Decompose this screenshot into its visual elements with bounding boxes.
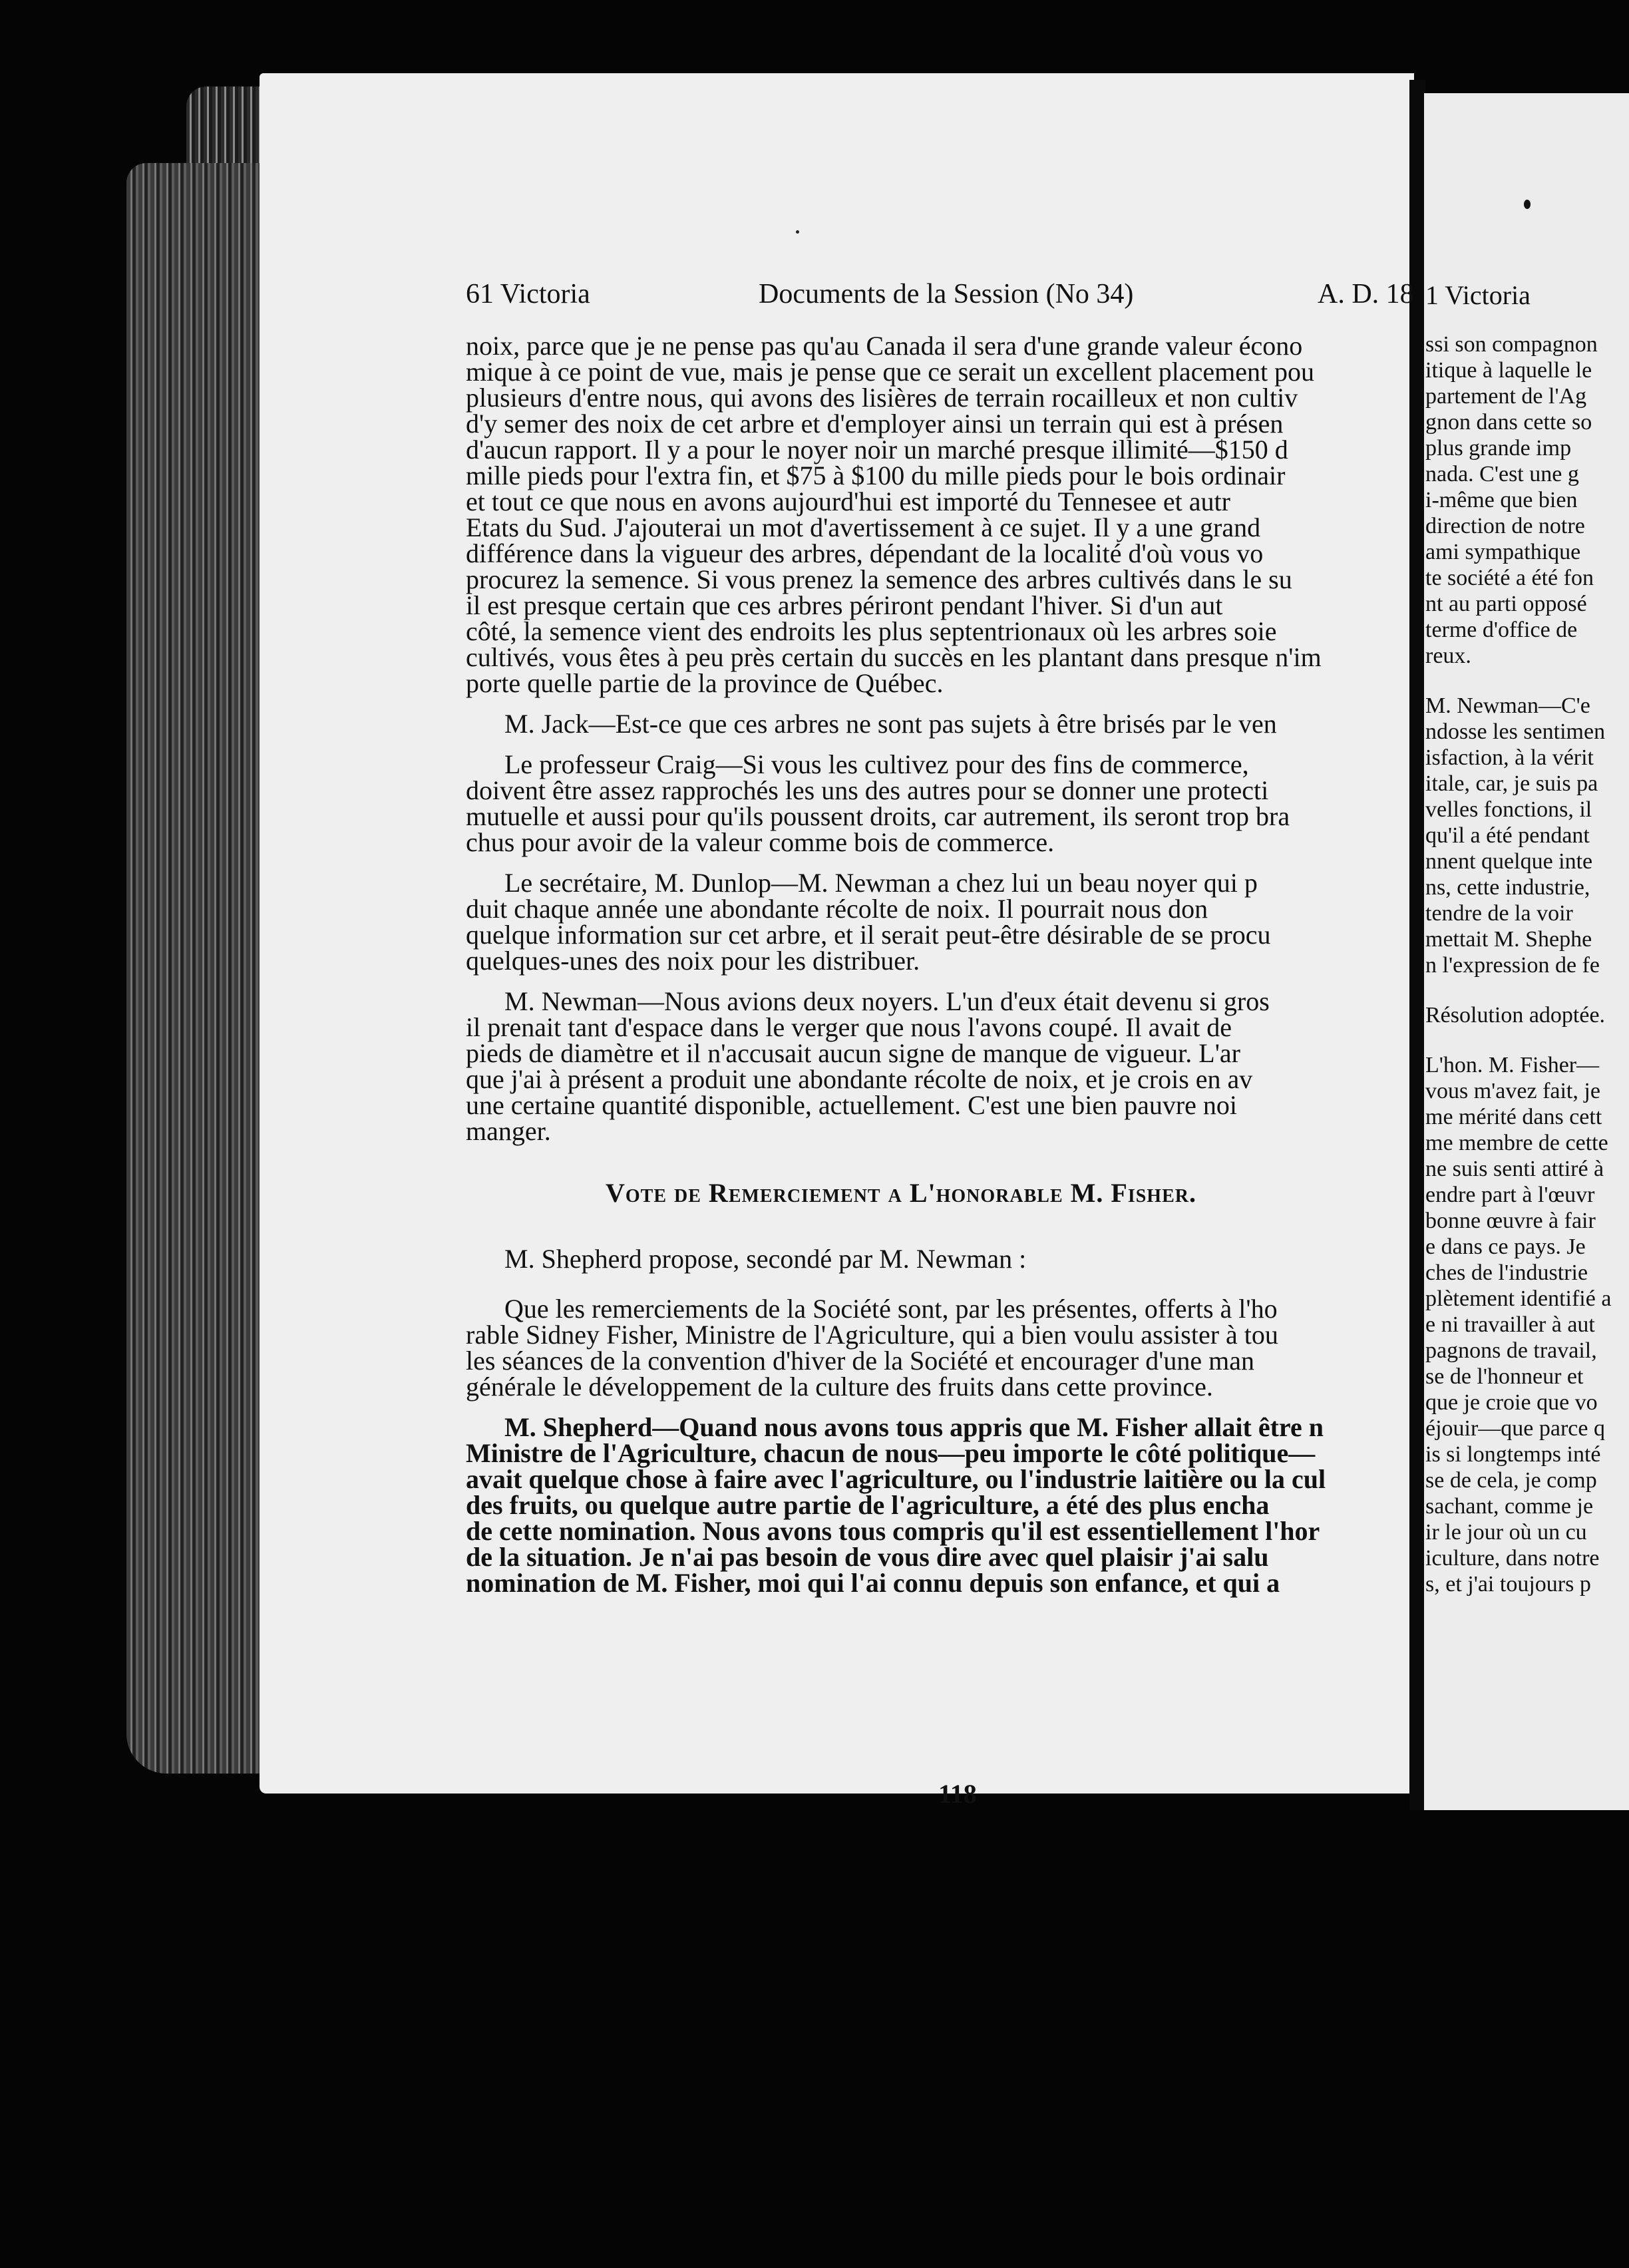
right-page-header: 1 Victoria <box>1425 280 1531 310</box>
text-line: Etats du Sud. J'ajouterai un mot d'avertissement à ce sujet. Il y a une grand <box>466 512 1261 542</box>
right-page-line: bonne œuvre à fair <box>1425 1209 1596 1233</box>
text-line: pieds de diamètre et il n'accusait aucun signe de manque de vigueur. L'ar <box>466 1038 1240 1068</box>
left-page-body <box>466 333 1409 1764</box>
right-page-line: endre part à l'œuvr <box>1425 1183 1595 1207</box>
right-page-line: itique à laquelle le <box>1425 358 1592 383</box>
running-header-year: A. D. 18 <box>1318 279 1414 309</box>
right-page-line: n l'expression de fe <box>1425 953 1600 978</box>
line-gap <box>1425 1028 1629 1052</box>
text-line: nomination de M. Fisher, moi qui l'ai connu depuis son enfance, et qui a <box>466 1568 1280 1598</box>
right-page-line: tendre de la voir <box>1425 901 1573 926</box>
text-line: procurez la semence. Si vous prenez la semence des arbres cultivés dans le su <box>466 564 1292 594</box>
right-page-line: qu'il a été pendant <box>1425 823 1590 848</box>
right-page-line: se de l'honneur et <box>1425 1364 1584 1389</box>
page-number: 118 <box>938 1779 977 1809</box>
text-line: M. Shepherd—Quand nous avons tous appris que M. Fisher allait être n <box>504 1412 1324 1442</box>
right-page-line: e ni travailler à aut <box>1425 1312 1595 1337</box>
text-line: M. Shepherd propose, secondé par M. Newman : <box>504 1244 1027 1274</box>
right-page-line: direction de notre <box>1425 514 1585 538</box>
right-page-line: ches de l'industrie <box>1425 1260 1588 1285</box>
text-line: Le secrétaire, M. Dunlop—M. Newman a chez lui un beau noyer qui p <box>504 868 1258 898</box>
right-page-line: ns, cette industrie, <box>1425 875 1590 900</box>
text-line: chus pour avoir de la valeur comme bois de commerce. <box>466 827 1055 857</box>
right-page-line: ami sympathique <box>1425 540 1581 564</box>
right-page-line: nnent quelque inte <box>1425 849 1593 874</box>
paragraph-noix <box>466 333 1409 696</box>
right-page-line: ndosse les sentimen <box>1425 719 1606 744</box>
text-line: M. Newman—Nous avions deux noyers. L'un d'eux était devenu si gros <box>504 986 1270 1016</box>
motion-line <box>466 1246 1409 1272</box>
text-line: quelque information sur cet arbre, et il serait peut-être désirable de se procu <box>466 920 1271 950</box>
running-header-title: Documents de la Session (No 34) <box>759 279 1134 309</box>
right-page-line: me mérité dans cett <box>1425 1105 1602 1129</box>
right-page-line: ir le jour où un cu <box>1425 1520 1587 1545</box>
right-page-line: te société a été fon <box>1425 566 1594 590</box>
paragraph-jack <box>466 711 1409 737</box>
right-page-line: plètement identifié a <box>1425 1286 1612 1311</box>
text-line: différence dans la vigueur des arbres, dépendant de la localité d'où vous vo <box>466 538 1264 568</box>
right-page-line: partement de l'Ag <box>1425 384 1587 409</box>
text-line: générale le développement de la culture des fruits dans cette province. <box>466 1372 1213 1402</box>
right-page-line: i-même que bien <box>1425 488 1578 512</box>
paragraph-dunlop <box>466 870 1409 974</box>
resolution-paragraph <box>466 1296 1409 1400</box>
paragraph-shepherd <box>466 1414 1409 1596</box>
text-line: Ministre de l'Agriculture, chacun de nous—peu importe le côté politique— <box>466 1438 1316 1468</box>
text-line: les séances de la convention d'hiver de la Société et encourager d'une man <box>466 1346 1255 1376</box>
text-line: d'aucun rapport. Il y a pour le noyer noir un marché presque illimité—$150 d <box>466 435 1288 465</box>
text-line: Le professeur Craig—Si vous les cultivez pour des fins de commerce, <box>504 749 1249 779</box>
text-line: mutuelle et aussi pour qu'ils poussent droits, car autrement, ils seront trop bra <box>466 801 1290 831</box>
right-page-line: velles fonctions, il <box>1425 797 1592 822</box>
right-page-line: ssi son compagnon <box>1425 332 1598 357</box>
right-page-line: isfaction, à la vérit <box>1425 745 1594 770</box>
text-line: porte quelle partie de la province de Québec. <box>466 668 944 698</box>
text-line: noix, parce que je ne pense pas qu'au Canada il sera d'une grande valeur écono <box>466 333 1303 361</box>
right-page-line: mettait M. Shephe <box>1425 927 1592 952</box>
right-page-line: me membre de cette <box>1425 1131 1608 1155</box>
right-page-line: is si longtemps inté <box>1425 1442 1601 1467</box>
text-line: et tout ce que nous en avons aujourd'hui est importé du Tennesee et autr <box>466 486 1230 516</box>
ink-speck <box>796 230 799 234</box>
right-page-line: pagnons de travail, <box>1425 1338 1597 1363</box>
text-line: Que les remerciements de la Société sont, par les présentes, offerts à l'ho <box>504 1294 1278 1324</box>
ink-dot <box>1524 200 1531 209</box>
book-gutter <box>1409 80 1425 1810</box>
text-line: il prenait tant d'espace dans le verger que nous l'avons coupé. Il avait de <box>466 1012 1232 1042</box>
text-line: manger. <box>466 1116 551 1146</box>
text-line: mique à ce point de vue, mais je pense que ce serait un excellent placement pou <box>466 357 1315 387</box>
text-line: duit chaque année une abondante récolte de noix. Il pourrait nous don <box>466 894 1208 924</box>
right-page-line: vous m'avez fait, je <box>1425 1079 1600 1103</box>
right-page-line: sachant, comme je <box>1425 1494 1594 1519</box>
text-line: une certaine quantité disponible, actuellement. C'est une bien pauvre noi <box>466 1090 1238 1120</box>
paragraph-craig <box>466 751 1409 855</box>
right-page-line: que je croie que vo <box>1425 1390 1598 1415</box>
book-page-edges <box>126 163 273 1774</box>
text-line: rable Sidney Fisher, Ministre de l'Agriculture, qui a bien voulu assister à tou <box>466 1320 1278 1350</box>
text-line: avait quelque chose à faire avec l'agriculture, ou l'industrie laitière ou la cul <box>466 1464 1326 1494</box>
text-line: de la situation. Je n'ai pas besoin de vous dire avec quel plaisir j'ai salu <box>466 1542 1269 1572</box>
right-page-body <box>1425 331 1629 1815</box>
right-page-line: M. Newman—C'e <box>1425 693 1590 718</box>
text-line: d'y semer des noix de cet arbre et d'employer ainsi un terrain qui est à présen <box>466 409 1284 439</box>
line-gap <box>1425 669 1629 693</box>
section-heading: Vote de Remerciement a L'honorable M. Fisher. <box>606 1178 1196 1208</box>
text-line: des fruits, ou quelque autre partie de l'agriculture, a été des plus encha <box>466 1490 1270 1520</box>
text-line: quelques-unes des noix pour les distribuer. <box>466 946 920 976</box>
right-page-line: nt au parti opposé <box>1425 592 1587 616</box>
right-page-line: plus grande imp <box>1425 436 1572 461</box>
right-page-line: e dans ce pays. Je <box>1425 1234 1586 1259</box>
right-page-line: terme d'office de <box>1425 618 1578 642</box>
text-line: de cette nomination. Nous avons tous compris qu'il est essentiellement l'hor <box>466 1516 1320 1546</box>
right-page-line: s, et j'ai toujours p <box>1425 1572 1591 1597</box>
right-page-line: gnon dans cette so <box>1425 410 1592 435</box>
text-line: plusieurs d'entre nous, qui avons des lisières de terrain rocailleux et non cultiv <box>466 383 1298 413</box>
right-page-line: nada. C'est une g <box>1425 462 1579 486</box>
text-line: M. Jack—Est-ce que ces arbres ne sont pas sujets à être brisés par le ven <box>504 709 1277 739</box>
right-page-line: L'hon. M. Fisher— <box>1425 1053 1600 1077</box>
paragraph-newman <box>466 988 1409 1144</box>
text-line: cultivés, vous êtes à peu près certain du succès en les plantant dans presque n'im <box>466 642 1322 672</box>
right-page-line: itale, car, je suis pa <box>1425 771 1598 796</box>
right-page-line: reux. <box>1425 644 1471 668</box>
right-page-line: ne suis senti attiré à <box>1425 1157 1604 1181</box>
text-line: il est presque certain que ces arbres périront pendant l'hiver. Si d'un aut <box>466 590 1223 620</box>
running-header-left: 61 Victoria <box>466 279 590 309</box>
line-gap <box>1425 978 1629 1002</box>
text-line: mille pieds pour l'extra fin, et $75 à $100 du mille pieds pour le bois ordinair <box>466 461 1286 490</box>
right-page-line: se de cela, je comp <box>1425 1468 1597 1493</box>
text-line: doivent être assez rapprochés les uns des autres pour se donner une protecti <box>466 775 1269 805</box>
right-page-line: éjouir—que parce q <box>1425 1416 1605 1441</box>
text-line: que j'ai à présent a produit une abondante récolte de noix, et je crois en av <box>466 1064 1253 1094</box>
right-page-line: Résolution adoptée. <box>1425 1003 1606 1028</box>
text-line: côté, la semence vient des endroits les plus septentrionaux où les arbres soie <box>466 616 1277 646</box>
right-page-line: iculture, dans notre <box>1425 1546 1600 1571</box>
